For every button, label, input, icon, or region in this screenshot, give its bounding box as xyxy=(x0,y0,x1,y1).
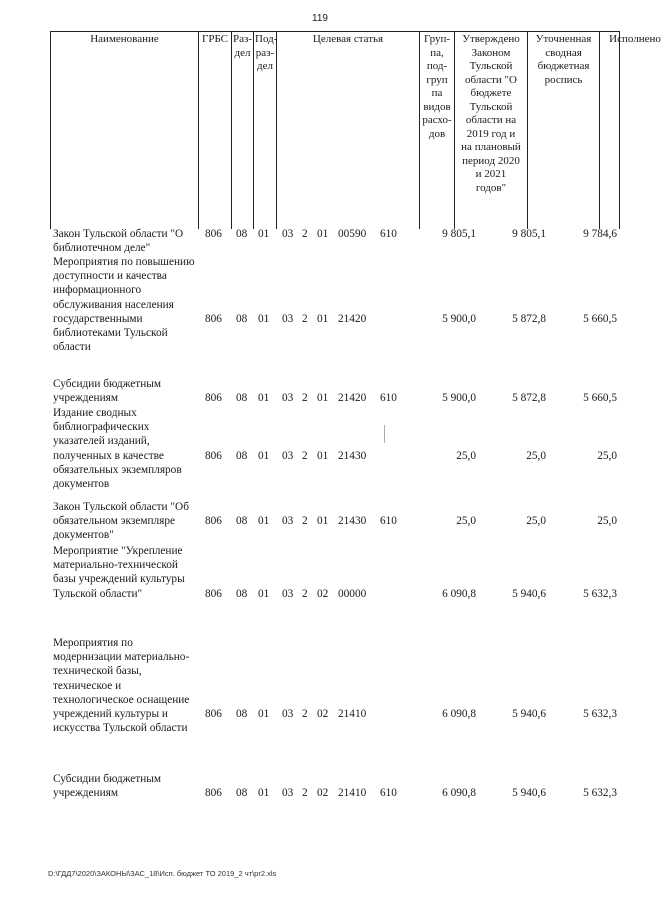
header-podrazdel: Под- раз- дел xyxy=(253,32,276,229)
cell-utv: 5 900,0 xyxy=(442,312,476,325)
row-name: Субсидии бюджетным учреждениям xyxy=(53,773,161,800)
file-path-footer: D:\ГДД7\2020\ЗАКОНЫ\ЗАС_18\Исп. бюджет ТО 2019_2 чт\pr2.xls xyxy=(48,869,277,878)
cell-cs3: 01 xyxy=(317,392,329,405)
cell-cs4: 21430 xyxy=(338,449,367,462)
cell-rz: 08 xyxy=(236,312,248,325)
cell-grbs: 806 xyxy=(205,392,222,405)
cell-utv: 25,0 xyxy=(456,515,476,528)
cell-vr: 610 xyxy=(380,228,397,240)
cell-cs3: 02 xyxy=(317,708,329,720)
cell-rz: 08 xyxy=(236,515,248,528)
cell-utoch: 9 805,1 xyxy=(512,228,546,240)
cell-pr: 01 xyxy=(258,449,270,462)
cell-pr: 01 xyxy=(258,392,270,405)
header-tselevaya-statya: Целевая статья xyxy=(276,32,419,229)
cell-cs4: 21420 xyxy=(338,312,367,325)
cell-cs3: 02 xyxy=(317,587,329,600)
cell-cs1: 03 xyxy=(282,587,294,600)
cell-isp: 5 632,3 xyxy=(583,787,617,800)
cell-isp: 9 784,6 xyxy=(583,228,617,240)
cell-cs1: 03 xyxy=(282,312,294,325)
table-header xyxy=(50,31,661,229)
cell-utv: 6 090,8 xyxy=(442,587,476,600)
page-number: 119 xyxy=(312,13,328,24)
cell-isp: 5 632,3 xyxy=(583,587,617,600)
cell-pr: 01 xyxy=(258,515,270,528)
cell-utv: 6 090,8 xyxy=(442,708,476,720)
cell-cs3: 01 xyxy=(317,312,329,325)
header-utverzhdeno: Утверждено Законом Тульской области "О бюджете Тульской области на 2019 год и на плановый период 2020 и 2021 годов" xyxy=(454,32,527,229)
row-name: Закон Тульской области "О библиотечном деле" xyxy=(53,228,184,255)
cell-grbs: 806 xyxy=(205,312,222,325)
cell-cs1: 03 xyxy=(282,515,294,528)
header-utochnennaya: Уточненная сводная бюджетная роспись xyxy=(527,32,599,229)
cell-grbs: 806 xyxy=(205,449,222,462)
row-name: Субсидии бюджетным учреждениям xyxy=(53,378,161,405)
cell-utv: 5 900,0 xyxy=(442,392,476,405)
cell-pr: 01 xyxy=(258,587,270,600)
cell-grbs: 806 xyxy=(205,587,222,600)
cell-utoch: 5 940,6 xyxy=(512,787,546,800)
cell-cs2: 2 xyxy=(302,228,308,240)
cell-pr: 01 xyxy=(258,787,270,800)
cell-utoch: 5 940,6 xyxy=(512,587,546,600)
cell-vr: 610 xyxy=(380,787,397,800)
cell-vr: 610 xyxy=(380,515,397,528)
cell-isp: 25,0 xyxy=(597,449,617,462)
cell-utoch: 25,0 xyxy=(526,449,546,462)
cell-grbs: 806 xyxy=(205,515,222,528)
cell-cs3: 01 xyxy=(317,449,329,462)
cell-cs2: 2 xyxy=(302,587,308,600)
cell-cs3: 01 xyxy=(317,515,329,528)
cell-rz: 08 xyxy=(236,392,248,405)
cell-cs1: 03 xyxy=(282,708,294,720)
cell-cs2: 2 xyxy=(302,515,308,528)
cell-cs3: 02 xyxy=(317,787,329,800)
row-name: Закон Тульской области "Об обязательном экземпляре документов" xyxy=(53,501,189,542)
cell-cs1: 03 xyxy=(282,228,294,240)
cell-cs2: 2 xyxy=(302,708,308,720)
cell-cs2: 2 xyxy=(302,312,308,325)
cell-rz: 08 xyxy=(236,228,248,240)
row-name: Мероприятия по модернизации материально-технической базы, техническое и технологическое оснащение учреждений культуры и искусства Тульской области xyxy=(53,637,190,735)
cell-cs1: 03 xyxy=(282,449,294,462)
header-ispolneno: Исполнено xyxy=(599,32,620,229)
cell-rz: 08 xyxy=(236,787,248,800)
cell-utv: 6 090,8 xyxy=(442,787,476,800)
cell-rz: 08 xyxy=(236,708,248,720)
cell-cs4: 21430 xyxy=(338,515,367,528)
cell-cs2: 2 xyxy=(302,449,308,462)
cell-cs4: 21410 xyxy=(338,708,367,720)
header-name: Наименование xyxy=(50,32,198,229)
cell-grbs: 806 xyxy=(205,708,222,720)
cell-cs1: 03 xyxy=(282,787,294,800)
cell-cs1: 03 xyxy=(282,392,294,405)
cell-cs3: 01 xyxy=(317,228,329,240)
cell-isp: 5 660,5 xyxy=(583,392,617,405)
cell-cs4: 00590 xyxy=(338,228,367,240)
cell-isp: 25,0 xyxy=(597,515,617,528)
cell-utv: 9 805,1 xyxy=(442,228,476,240)
row-name: Мероприятия по повышению доступности и качества информационного обслуживания населения государственными библиотеками Тульской области xyxy=(53,256,195,354)
cell-pr: 01 xyxy=(258,228,270,240)
cell-rz: 08 xyxy=(236,587,248,600)
cell-cs2: 2 xyxy=(302,787,308,800)
cell-utv: 25,0 xyxy=(456,449,476,462)
header-razdel: Раз- дел xyxy=(231,32,253,229)
cell-cs2: 2 xyxy=(302,392,308,405)
cell-pr: 01 xyxy=(258,312,270,325)
cell-vr: 610 xyxy=(380,392,397,405)
cell-isp: 5 632,3 xyxy=(583,708,617,720)
cell-utoch: 5 872,8 xyxy=(512,392,546,405)
cell-cs4: 21410 xyxy=(338,787,367,800)
row-name: Издание сводных библиографических указателей изданий, полученных в качестве обязательных экземпляров документов xyxy=(53,407,182,491)
cell-utoch: 25,0 xyxy=(526,515,546,528)
cell-cs4: 00000 xyxy=(338,587,367,600)
cell-rz: 08 xyxy=(236,449,248,462)
cell-isp: 5 660,5 xyxy=(583,312,617,325)
cell-grbs: 806 xyxy=(205,228,222,240)
cell-utoch: 5 940,6 xyxy=(512,708,546,720)
cell-grbs: 806 xyxy=(205,787,222,800)
header-gruppa-vidov: Груп- па, под- груп па видов расхо- дов xyxy=(419,32,454,229)
row-name: Мероприятие "Укрепление материально-технической базы учреждений культуры Тульской области" xyxy=(53,545,185,600)
scan-mark xyxy=(384,425,385,443)
cell-utoch: 5 872,8 xyxy=(512,312,546,325)
header-grbs: ГРБС xyxy=(198,32,231,229)
cell-pr: 01 xyxy=(258,708,270,720)
cell-cs4: 21420 xyxy=(338,392,367,405)
